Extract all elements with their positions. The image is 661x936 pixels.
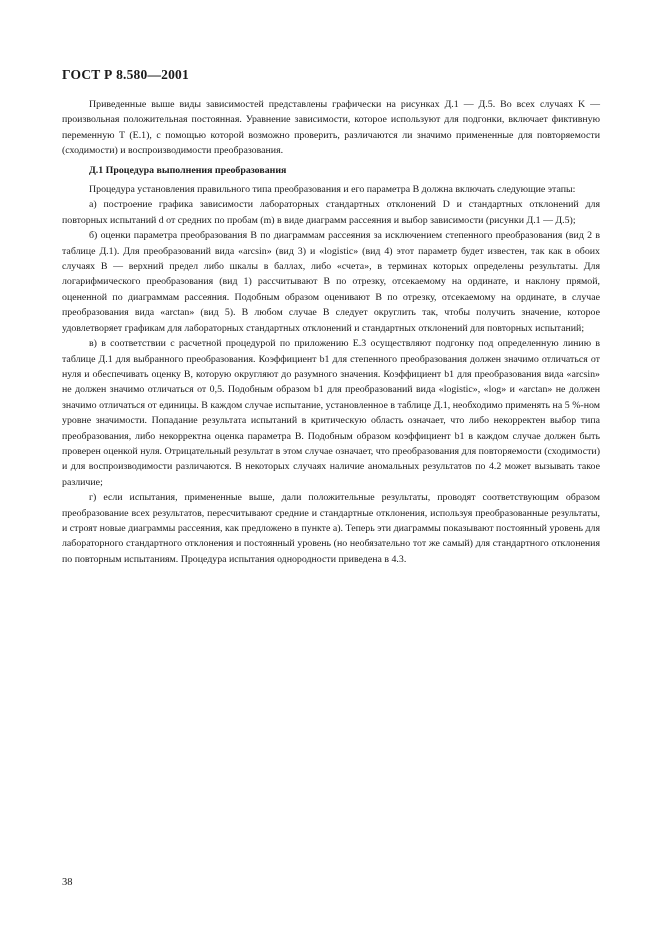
- step-a-paragraph: а) построение графика зависимости лабораторных стандартных отклонений D и стандартных отклонений для повторных испытаний d от средних по пробам (m) в виде диаграмм рассеяния и выбор зависимости (рисунки Д.1 — Д.5);: [62, 199, 600, 226]
- step-v-paragraph: в) в соответствии с расчетной процедурой по приложению Е.3 осуществляют подгонку под определенную линию в таблице Д.1 для выбранного преобразования. Коэффициент b1 для степенного преобразования должен значимо отличаться от нуля и обеспечивать оценку B, которую округляют до разумного значения. Коэффициент b1 для преобразования вида «arcsin» не должен значимо отличаться от 0,5. Подобным образом b1 для преобразований вида «logistic», «log» и «arctan» не должен значимо отличаться от единицы. В каждом случае испытание, установленное в таблице Д.1, необходимо применять на 5 %-ном уровне значимости. Попадание результата испытаний в критическую область означает, что либо некорректен выбор типа преобразования, либо некорректна оценка параметра B. Подобным образом коэффициент b1 в каждом случае должен быть проверен оценкой нуля. Отрицательный результат в этом случае означает, что преобразования для повторяемости (сходимости) и для воспроизводимости различаются. В некоторых случаях наличие аномальных результатов по 4.2 может вызывать такое различие;: [62, 338, 600, 488]
- page-number: 38: [62, 877, 73, 888]
- step-b-paragraph: б) оценки параметра преобразования B по диаграммам рассеяния за исключением степенного преобразования (вид 2 в таблице Д.1). Для преобразований вида «arcsin» (вид 3) и «logistic» (вид 4) этот параметр будет известен, так как в обоих случаях B — верхний предел либо шкалы в баллах, либо «счета», в терминах которых определены результаты. Для логарифмического преобразования (вид 1) рассчитывают B по отрезку, отсекаемому на ординате, и наклону прямой, оцененной по диаграммам рассеяния. Подобным образом оценивают B по отрезку, отсекаемому на ординате, в случае преобразования вида «arctan» (вид 5). В любом случае B следует округлить так, чтобы получить значение, которое удовлетворяет графикам для лабораторных стандартных отклонений и стандартных отклонений для повторных испытаний;: [62, 230, 600, 334]
- procedure-paragraph: Процедура установления правильного типа преобразования и его параметра B должна включать следующие этапы:: [89, 184, 576, 196]
- section-heading: Д.1 Процедура выполнения преобразования: [89, 164, 287, 176]
- step-g-paragraph: г) если испытания, примененные выше, дали положительные результаты, проводят соответствующим образом преобразование всех результатов, пересчитывают средние и стандартные отклонения, используя преобразованные результаты, и строят новые диаграммы рассеяния, как предложено в пункте а). Теперь эти диаграммы показывают постоянный уровень для лабораторного стандартного отклонения и постоянный уровень (но необязательно тот же самый) для стандартного отклонения по повторным испытаниям. Процедура испытания однородности приведена в 4.3.: [62, 492, 600, 565]
- document-body: [62, 97, 600, 567]
- intro-paragraph: Приведенные выше виды зависимостей представлены графически на рисунках Д.1 — Д.5. Во всех случаях K — произвольная положительная постоянная. Уравнение зависимости, которое используют для подгонки, включает фиктивную переменную T (Е.1), с помощью которой возможно проверить, различаются ли значимо примененные для повторяемости (сходимости) и воспроизводимости преобразования.: [62, 99, 600, 157]
- document-header: ГОСТ Р 8.580—2001: [62, 67, 189, 82]
